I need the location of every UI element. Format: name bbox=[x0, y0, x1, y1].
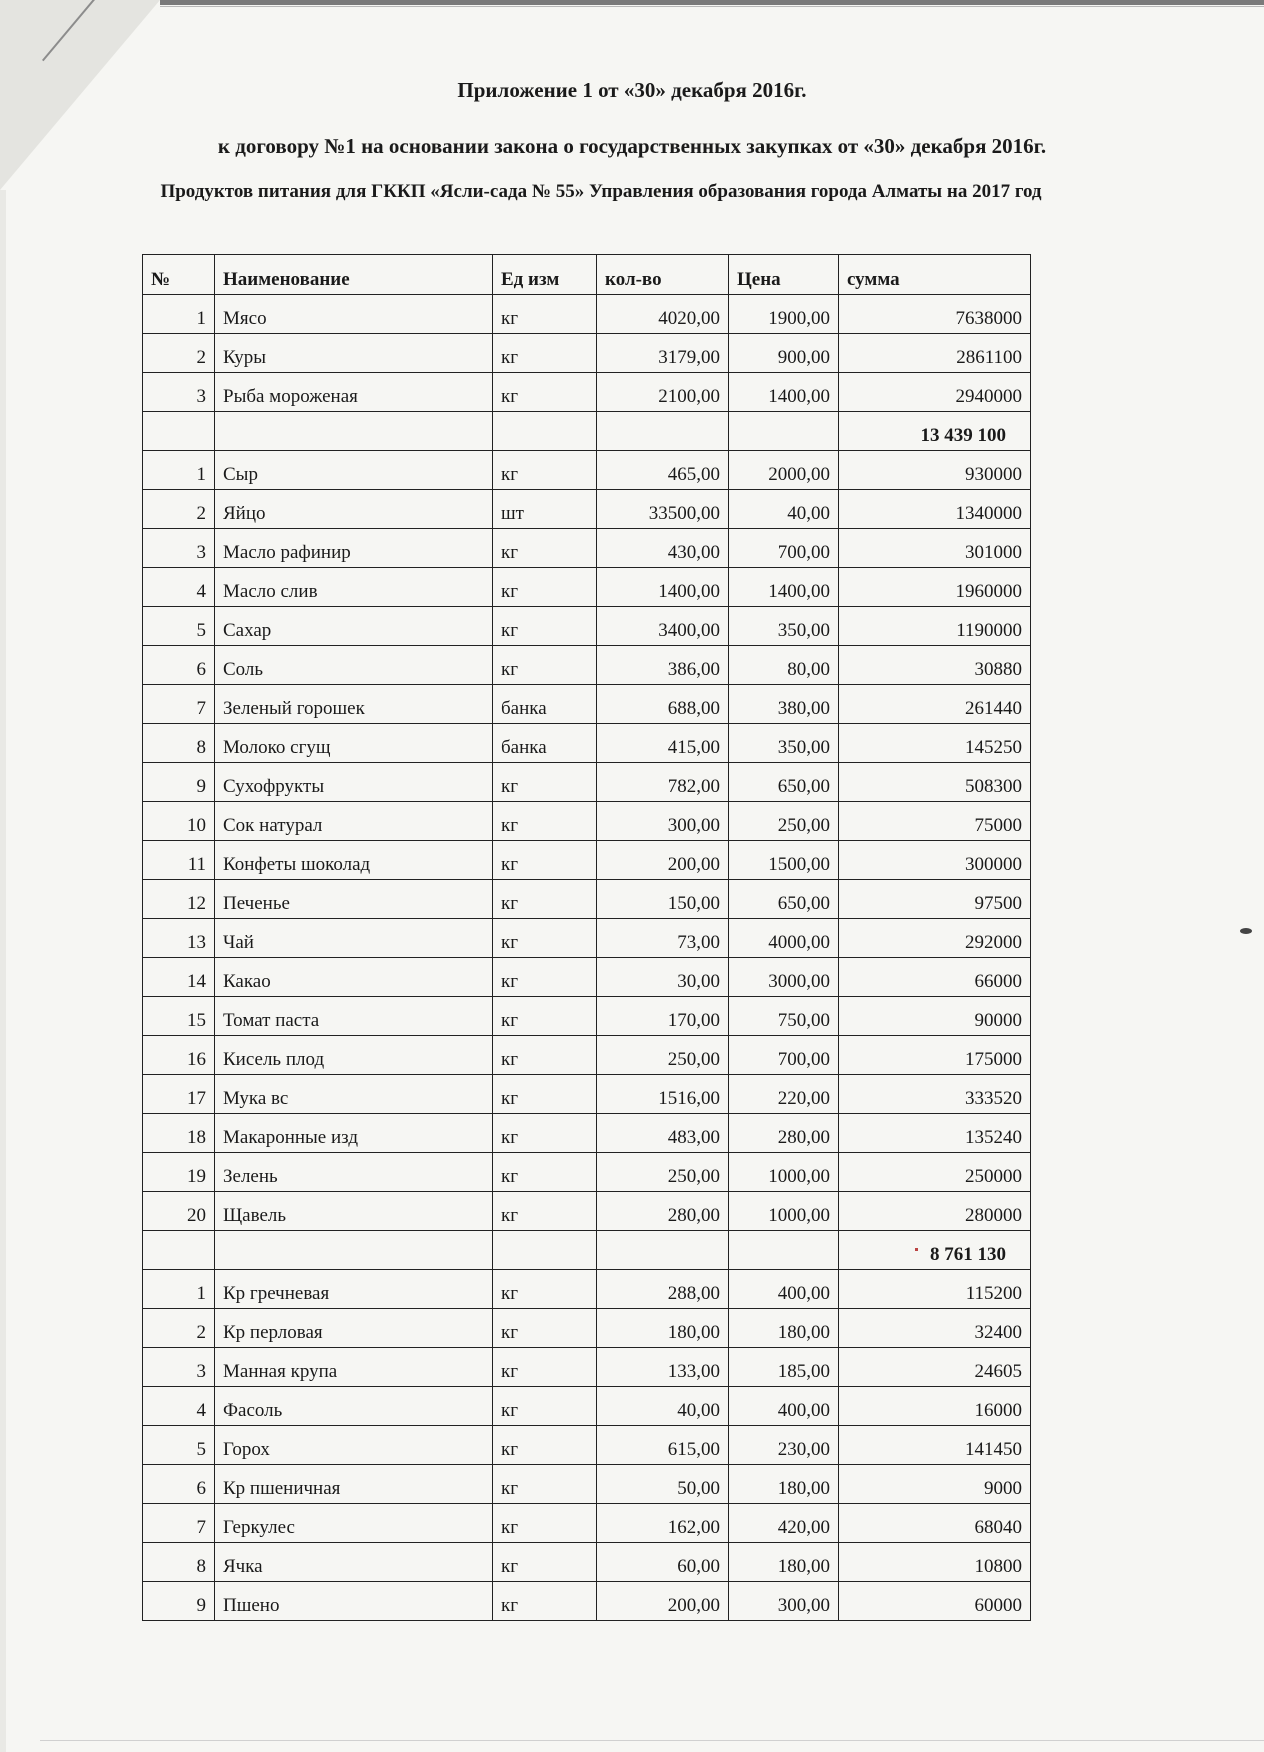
cell-price: 40,00 bbox=[729, 490, 839, 529]
cell-sum: 24605 bbox=[839, 1348, 1031, 1387]
cell-unit: кг bbox=[493, 451, 597, 490]
cell-name: Кр гречневая bbox=[215, 1270, 493, 1309]
subtotal-row bbox=[143, 1231, 1031, 1270]
cell-name: Горох bbox=[215, 1426, 493, 1465]
table-row bbox=[143, 958, 1031, 997]
cell-unit: кг bbox=[493, 1270, 597, 1309]
cell-sum: 333520 bbox=[839, 1075, 1031, 1114]
cell-qty: 483,00 bbox=[597, 1114, 729, 1153]
cell-price: 700,00 bbox=[729, 1036, 839, 1075]
cell-name: Манная крупа bbox=[215, 1348, 493, 1387]
cell-sum: 97500 bbox=[839, 880, 1031, 919]
scan-pen-mark bbox=[1240, 928, 1252, 934]
cell-qty: 782,00 bbox=[597, 763, 729, 802]
cell-qty: 200,00 bbox=[597, 841, 729, 880]
cell-price: 4000,00 bbox=[729, 919, 839, 958]
cell-qty: 180,00 bbox=[597, 1309, 729, 1348]
cell-num: 4 bbox=[143, 1387, 215, 1426]
cell-name: Сыр bbox=[215, 451, 493, 490]
table-row bbox=[143, 1270, 1031, 1309]
cell-num: 2 bbox=[143, 334, 215, 373]
cell-name: Зеленый горошек bbox=[215, 685, 493, 724]
cell-name: Томат паста bbox=[215, 997, 493, 1036]
cell-name: Молоко сгущ bbox=[215, 724, 493, 763]
cell-num: 10 bbox=[143, 802, 215, 841]
cell-unit: кг bbox=[493, 919, 597, 958]
cell-unit: кг bbox=[493, 802, 597, 841]
cell-price: 180,00 bbox=[729, 1465, 839, 1504]
empty-cell bbox=[597, 1231, 729, 1270]
cell-name: Геркулес bbox=[215, 1504, 493, 1543]
empty-cell bbox=[729, 412, 839, 451]
cell-name: Пшено bbox=[215, 1582, 493, 1621]
table-row bbox=[143, 1348, 1031, 1387]
cell-num: 20 bbox=[143, 1192, 215, 1231]
cell-unit: кг bbox=[493, 295, 597, 334]
table-row bbox=[143, 724, 1031, 763]
cell-unit: кг bbox=[493, 880, 597, 919]
col-header-qty: кол-во bbox=[597, 255, 729, 295]
cell-name: Кисель плод bbox=[215, 1036, 493, 1075]
cell-unit: кг bbox=[493, 1036, 597, 1075]
cell-qty: 2100,00 bbox=[597, 373, 729, 412]
cell-qty: 162,00 bbox=[597, 1504, 729, 1543]
cell-num: 5 bbox=[143, 607, 215, 646]
cell-price: 180,00 bbox=[729, 1543, 839, 1582]
cell-num: 7 bbox=[143, 685, 215, 724]
table-row bbox=[143, 646, 1031, 685]
cell-qty: 415,00 bbox=[597, 724, 729, 763]
cell-qty: 288,00 bbox=[597, 1270, 729, 1309]
cell-qty: 250,00 bbox=[597, 1036, 729, 1075]
cell-sum: 1190000 bbox=[839, 607, 1031, 646]
cell-name: Щавель bbox=[215, 1192, 493, 1231]
cell-name: Масло слив bbox=[215, 568, 493, 607]
cell-name: Чай bbox=[215, 919, 493, 958]
cell-qty: 60,00 bbox=[597, 1543, 729, 1582]
cell-sum: 68040 bbox=[839, 1504, 1031, 1543]
cell-num: 7 bbox=[143, 1504, 215, 1543]
cell-qty: 200,00 bbox=[597, 1582, 729, 1621]
cell-qty: 250,00 bbox=[597, 1153, 729, 1192]
cell-name: Ячка bbox=[215, 1543, 493, 1582]
cell-unit: кг bbox=[493, 607, 597, 646]
cell-unit: кг bbox=[493, 1582, 597, 1621]
cell-num: 2 bbox=[143, 490, 215, 529]
table-row bbox=[143, 1114, 1031, 1153]
cell-num: 3 bbox=[143, 1348, 215, 1387]
empty-cell bbox=[597, 412, 729, 451]
cell-price: 1900,00 bbox=[729, 295, 839, 334]
cell-unit: кг bbox=[493, 529, 597, 568]
cell-name: Зелень bbox=[215, 1153, 493, 1192]
cell-price: 280,00 bbox=[729, 1114, 839, 1153]
cell-name: Мясо bbox=[215, 295, 493, 334]
cell-qty: 1400,00 bbox=[597, 568, 729, 607]
cell-qty: 688,00 bbox=[597, 685, 729, 724]
cell-num: 15 bbox=[143, 997, 215, 1036]
cell-price: 380,00 bbox=[729, 685, 839, 724]
cell-num: 5 bbox=[143, 1426, 215, 1465]
cell-price: 80,00 bbox=[729, 646, 839, 685]
cell-sum: 175000 bbox=[839, 1036, 1031, 1075]
scan-bottom-edge bbox=[40, 1740, 1264, 1741]
cell-price: 400,00 bbox=[729, 1270, 839, 1309]
cell-qty: 30,00 bbox=[597, 958, 729, 997]
cell-name: Какао bbox=[215, 958, 493, 997]
cell-unit: кг bbox=[493, 568, 597, 607]
table-row bbox=[143, 919, 1031, 958]
contract-reference: к договору №1 на основании закона о государственных закупках от «30» декабря 2016г. bbox=[217, 134, 1047, 158]
cell-qty: 280,00 bbox=[597, 1192, 729, 1231]
cell-price: 230,00 bbox=[729, 1426, 839, 1465]
cell-price: 1000,00 bbox=[729, 1192, 839, 1231]
cell-name: Фасоль bbox=[215, 1387, 493, 1426]
cell-sum: 141450 bbox=[839, 1426, 1031, 1465]
cell-qty: 615,00 bbox=[597, 1426, 729, 1465]
cell-unit: кг bbox=[493, 1075, 597, 1114]
scan-top-edge-thin bbox=[160, 6, 1264, 7]
cell-num: 6 bbox=[143, 1465, 215, 1504]
cell-qty: 430,00 bbox=[597, 529, 729, 568]
cell-name: Макаронные изд bbox=[215, 1114, 493, 1153]
cell-num: 2 bbox=[143, 1309, 215, 1348]
cell-num: 9 bbox=[143, 763, 215, 802]
cell-unit: кг bbox=[493, 1504, 597, 1543]
cell-price: 250,00 bbox=[729, 802, 839, 841]
cell-price: 3000,00 bbox=[729, 958, 839, 997]
empty-cell bbox=[215, 412, 493, 451]
cell-sum: 250000 bbox=[839, 1153, 1031, 1192]
cell-sum: 301000 bbox=[839, 529, 1031, 568]
cell-num: 8 bbox=[143, 1543, 215, 1582]
cell-sum: 2861100 bbox=[839, 334, 1031, 373]
cell-name: Сахар bbox=[215, 607, 493, 646]
cell-unit: банка bbox=[493, 724, 597, 763]
cell-num: 13 bbox=[143, 919, 215, 958]
cell-price: 650,00 bbox=[729, 763, 839, 802]
cell-price: 400,00 bbox=[729, 1387, 839, 1426]
table-row bbox=[143, 1075, 1031, 1114]
cell-name: Кр пшеничная bbox=[215, 1465, 493, 1504]
cell-sum: 10800 bbox=[839, 1543, 1031, 1582]
cell-unit: кг bbox=[493, 1348, 597, 1387]
cell-sum: 16000 bbox=[839, 1387, 1031, 1426]
cell-qty: 33500,00 bbox=[597, 490, 729, 529]
products-table bbox=[142, 254, 1031, 1621]
cell-num: 8 bbox=[143, 724, 215, 763]
group-total: 8 761 130 bbox=[839, 1231, 1031, 1270]
cell-num: 3 bbox=[143, 373, 215, 412]
scan-red-dot bbox=[915, 1248, 918, 1251]
cell-sum: 1340000 bbox=[839, 490, 1031, 529]
cell-name: Кр перловая bbox=[215, 1309, 493, 1348]
table-row bbox=[143, 997, 1031, 1036]
table-row bbox=[143, 763, 1031, 802]
cell-num: 14 bbox=[143, 958, 215, 997]
table-row bbox=[143, 529, 1031, 568]
cell-price: 1400,00 bbox=[729, 568, 839, 607]
cell-num: 16 bbox=[143, 1036, 215, 1075]
table-row bbox=[143, 607, 1031, 646]
empty-cell bbox=[143, 1231, 215, 1270]
cell-qty: 133,00 bbox=[597, 1348, 729, 1387]
cell-unit: кг bbox=[493, 1192, 597, 1231]
table-row bbox=[143, 1426, 1031, 1465]
table-row bbox=[143, 802, 1031, 841]
cell-unit: кг bbox=[493, 646, 597, 685]
table-row bbox=[143, 1582, 1031, 1621]
cell-num: 6 bbox=[143, 646, 215, 685]
table-row bbox=[143, 841, 1031, 880]
document-subject: Продуктов питания для ГККП «Ясли-сада № 55» Управления образования города Алматы на 2017 год bbox=[160, 181, 1042, 202]
cell-qty: 386,00 bbox=[597, 646, 729, 685]
cell-name: Мука вс bbox=[215, 1075, 493, 1114]
cell-unit: кг bbox=[493, 1309, 597, 1348]
cell-unit: кг bbox=[493, 1543, 597, 1582]
table-row bbox=[143, 1192, 1031, 1231]
cell-unit: кг bbox=[493, 1387, 597, 1426]
cell-unit: кг bbox=[493, 373, 597, 412]
col-header-unit: Ед изм bbox=[493, 255, 597, 295]
cell-num: 17 bbox=[143, 1075, 215, 1114]
cell-unit: кг bbox=[493, 1114, 597, 1153]
empty-cell bbox=[143, 412, 215, 451]
table-row bbox=[143, 1036, 1031, 1075]
cell-sum: 300000 bbox=[839, 841, 1031, 880]
cell-qty: 1516,00 bbox=[597, 1075, 729, 1114]
cell-price: 420,00 bbox=[729, 1504, 839, 1543]
table-row bbox=[143, 685, 1031, 724]
cell-unit: кг bbox=[493, 841, 597, 880]
cell-sum: 1960000 bbox=[839, 568, 1031, 607]
cell-sum: 115200 bbox=[839, 1270, 1031, 1309]
table-row bbox=[143, 568, 1031, 607]
cell-name: Соль bbox=[215, 646, 493, 685]
cell-num: 18 bbox=[143, 1114, 215, 1153]
table-row bbox=[143, 1465, 1031, 1504]
cell-sum: 280000 bbox=[839, 1192, 1031, 1231]
cell-sum: 508300 bbox=[839, 763, 1031, 802]
cell-name: Рыба мороженая bbox=[215, 373, 493, 412]
empty-cell bbox=[493, 1231, 597, 1270]
cell-qty: 3400,00 bbox=[597, 607, 729, 646]
cell-qty: 4020,00 bbox=[597, 295, 729, 334]
cell-price: 700,00 bbox=[729, 529, 839, 568]
cell-unit: банка bbox=[493, 685, 597, 724]
cell-name: Сухофрукты bbox=[215, 763, 493, 802]
empty-cell bbox=[493, 412, 597, 451]
cell-num: 3 bbox=[143, 529, 215, 568]
cell-price: 2000,00 bbox=[729, 451, 839, 490]
cell-unit: шт bbox=[493, 490, 597, 529]
cell-sum: 261440 bbox=[839, 685, 1031, 724]
cell-qty: 50,00 bbox=[597, 1465, 729, 1504]
cell-price: 220,00 bbox=[729, 1075, 839, 1114]
cell-price: 350,00 bbox=[729, 607, 839, 646]
empty-cell bbox=[729, 1231, 839, 1270]
appendix-title: Приложение 1 от «30» декабря 2016г. bbox=[457, 78, 807, 102]
cell-sum: 930000 bbox=[839, 451, 1031, 490]
cell-num: 9 bbox=[143, 1582, 215, 1621]
cell-unit: кг bbox=[493, 1153, 597, 1192]
cell-name: Конфеты шоколад bbox=[215, 841, 493, 880]
table-row bbox=[143, 334, 1031, 373]
cell-sum: 292000 bbox=[839, 919, 1031, 958]
subtotal-row bbox=[143, 412, 1031, 451]
cell-num: 4 bbox=[143, 568, 215, 607]
cell-sum: 60000 bbox=[839, 1582, 1031, 1621]
cell-unit: кг bbox=[493, 958, 597, 997]
cell-price: 1500,00 bbox=[729, 841, 839, 880]
cell-num: 11 bbox=[143, 841, 215, 880]
cell-num: 1 bbox=[143, 295, 215, 334]
table-header-row bbox=[143, 255, 1031, 295]
cell-sum: 30880 bbox=[839, 646, 1031, 685]
cell-name: Печенье bbox=[215, 880, 493, 919]
cell-price: 350,00 bbox=[729, 724, 839, 763]
cell-unit: кг bbox=[493, 997, 597, 1036]
cell-sum: 2940000 bbox=[839, 373, 1031, 412]
table-row bbox=[143, 1387, 1031, 1426]
cell-price: 650,00 bbox=[729, 880, 839, 919]
cell-name: Сок натурал bbox=[215, 802, 493, 841]
table-row bbox=[143, 1504, 1031, 1543]
cell-qty: 73,00 bbox=[597, 919, 729, 958]
cell-num: 12 bbox=[143, 880, 215, 919]
cell-qty: 40,00 bbox=[597, 1387, 729, 1426]
group-total: 13 439 100 bbox=[839, 412, 1031, 451]
cell-sum: 32400 bbox=[839, 1309, 1031, 1348]
table-row bbox=[143, 451, 1031, 490]
table-body bbox=[143, 295, 1031, 1621]
cell-name: Куры bbox=[215, 334, 493, 373]
cell-sum: 75000 bbox=[839, 802, 1031, 841]
cell-sum: 135240 bbox=[839, 1114, 1031, 1153]
cell-sum: 9000 bbox=[839, 1465, 1031, 1504]
table-row bbox=[143, 490, 1031, 529]
col-header-sum: сумма bbox=[839, 255, 1031, 295]
cell-sum: 145250 bbox=[839, 724, 1031, 763]
cell-price: 1400,00 bbox=[729, 373, 839, 412]
cell-sum: 7638000 bbox=[839, 295, 1031, 334]
cell-qty: 300,00 bbox=[597, 802, 729, 841]
cell-unit: кг bbox=[493, 334, 597, 373]
cell-unit: кг bbox=[493, 1465, 597, 1504]
table-row bbox=[143, 295, 1031, 334]
cell-num: 19 bbox=[143, 1153, 215, 1192]
table-row bbox=[143, 880, 1031, 919]
table-row bbox=[143, 1543, 1031, 1582]
scan-left-edge bbox=[0, 190, 6, 1752]
cell-name: Масло рафинир bbox=[215, 529, 493, 568]
cell-qty: 150,00 bbox=[597, 880, 729, 919]
cell-num: 1 bbox=[143, 1270, 215, 1309]
cell-price: 1000,00 bbox=[729, 1153, 839, 1192]
scan-top-edge bbox=[160, 0, 1264, 5]
table-row bbox=[143, 373, 1031, 412]
cell-name: Яйцо bbox=[215, 490, 493, 529]
empty-cell bbox=[215, 1231, 493, 1270]
cell-sum: 66000 bbox=[839, 958, 1031, 997]
cell-price: 180,00 bbox=[729, 1309, 839, 1348]
cell-price: 185,00 bbox=[729, 1348, 839, 1387]
cell-num: 1 bbox=[143, 451, 215, 490]
cell-unit: кг bbox=[493, 763, 597, 802]
cell-unit: кг bbox=[493, 1426, 597, 1465]
cell-price: 900,00 bbox=[729, 334, 839, 373]
table-row bbox=[143, 1153, 1031, 1192]
cell-qty: 465,00 bbox=[597, 451, 729, 490]
cell-qty: 170,00 bbox=[597, 997, 729, 1036]
col-header-num: № bbox=[143, 255, 215, 295]
cell-price: 750,00 bbox=[729, 997, 839, 1036]
col-header-name: Наименование bbox=[215, 255, 493, 295]
cell-price: 300,00 bbox=[729, 1582, 839, 1621]
col-header-price: Цена bbox=[729, 255, 839, 295]
cell-qty: 3179,00 bbox=[597, 334, 729, 373]
cell-sum: 90000 bbox=[839, 997, 1031, 1036]
table-row bbox=[143, 1309, 1031, 1348]
